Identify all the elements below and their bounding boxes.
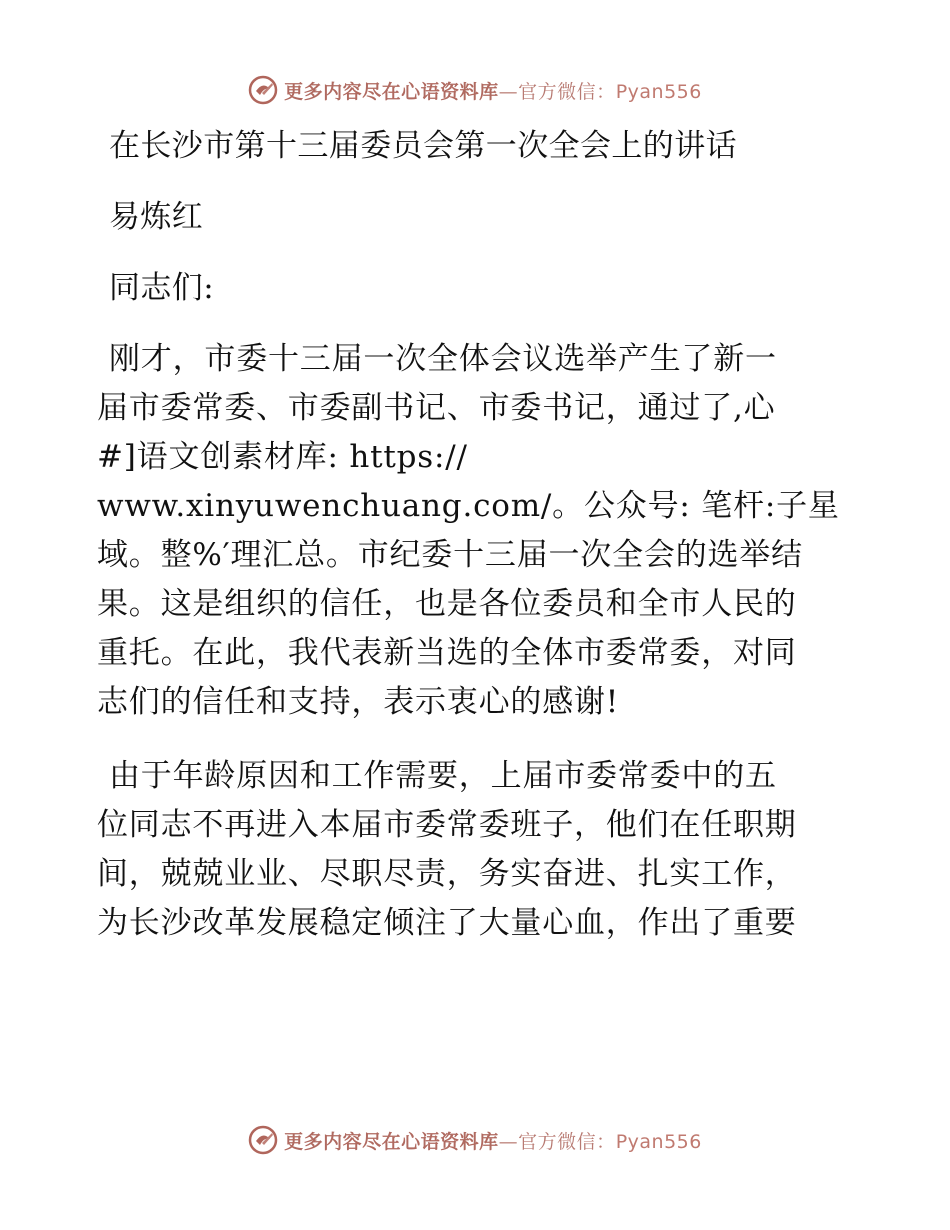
paragraph-line: 刚才，市委十三届一次全体会议选举产生了新一 xyxy=(109,341,777,377)
paragraph-line: 志们的信任和支持，表示衷心的感谢! xyxy=(97,684,620,720)
footer-watermark-banner xyxy=(0,1120,950,1160)
paragraph-1 xyxy=(97,335,857,727)
banner-separator: — xyxy=(498,80,519,103)
paragraph-line: 由于年龄原因和工作需要，上届市委常委中的五 xyxy=(109,758,777,794)
header-watermark-banner xyxy=(0,70,950,110)
banner-wechat-label: 官方微信： xyxy=(518,80,616,103)
paragraph-line: www.xinyuwenchuang.com/。公众号: 笔杆:子星 xyxy=(97,488,840,524)
paragraph-line: 果。这是组织的信任，也是各位委员和全市人民的 xyxy=(97,586,797,622)
paragraph-line: 届市委常委、市委副书记、市委书记，通过了,心 xyxy=(97,390,776,426)
paragraph-2 xyxy=(97,752,857,948)
banner-wechat-id: Pyan556 xyxy=(615,1130,702,1153)
banner-wechat-label: 官方微信： xyxy=(518,1130,616,1153)
paragraph-line: 重托。在此，我代表新当选的全体市委常委，对同 xyxy=(97,635,797,671)
banner-separator: — xyxy=(498,1130,519,1153)
document-greeting: 同志们: xyxy=(109,270,215,306)
banner-wechat-id: Pyan556 xyxy=(615,80,702,103)
paragraph-line: 域。整%′理汇总。市纪委十三届一次全会的选举结 xyxy=(97,537,803,573)
document-body xyxy=(97,122,857,973)
banner-main-text: 更多内容尽在心语资料库 xyxy=(284,1130,499,1153)
banner-main-text: 更多内容尽在心语资料库 xyxy=(284,80,499,103)
paragraph-line: 为长沙改革发展稳定倾注了大量心血，作出了重要 xyxy=(97,905,797,941)
document-title: 在长沙市第十三届委员会第一次全会上的讲话 xyxy=(109,128,737,164)
xinyu-logo-icon xyxy=(248,75,278,105)
paragraph-line: 位同志不再进入本届市委常委班子，他们在任职期 xyxy=(97,807,797,843)
footer-watermark-text xyxy=(284,1127,702,1154)
paragraph-line: 间，兢兢业业、尽职尽责，务实奋进、扎实工作， xyxy=(97,856,797,892)
paragraph-line: #]语文创素材库: https:// xyxy=(97,439,468,475)
header-watermark-text xyxy=(284,77,702,104)
xinyu-logo-icon xyxy=(248,1125,278,1155)
document-author: 易炼红 xyxy=(109,199,204,235)
